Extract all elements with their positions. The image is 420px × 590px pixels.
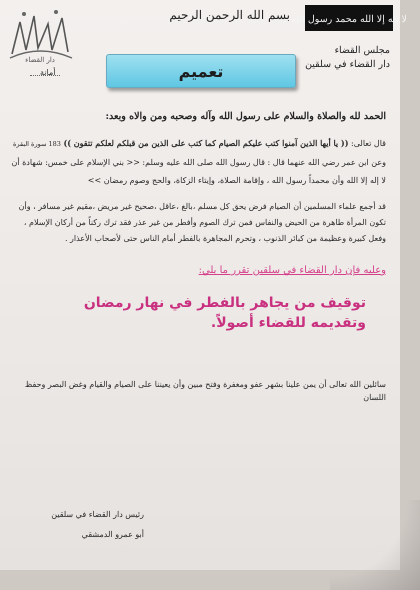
verse-citation: 183 سورة البقرة <box>12 140 61 148</box>
council-name: مجلس القضاء <box>334 45 390 56</box>
signature-block <box>24 505 144 545</box>
verse-intro: قال تعالى: <box>351 139 386 148</box>
consensus-paragraph: قد أجمع علماء المسلمين أن الصيام فرض يحق كل مسلم ،بالغ ،عاقل ،صحيح غير مريض ،مقيم غير مسافر ، وأن تكون المرأة طاهرة من الحيض والنفاس فمن ترك الصوم وأفطر من غير عذر فقد ترك ركناً من أركان الإسلام ، وفعل كبيرة وعظيمة من كبائر الذنوب ، وتحرم المجاهرة بالفطر أمام الناس حتى لأصحاب الأعذار . <box>18 202 386 243</box>
decision-text: توقيف من يجاهر بالفطر في نهار رمضان وتقديمه للقضاء أصولاً. <box>83 295 366 331</box>
document-title: تعميم <box>178 61 224 81</box>
hadith-paragraph: وعن ابن عمر رضي الله عنهما قال : قال رسول الله صلى الله عليه وسلم: << بني الإسلام على خمس: شهادة أن لا إله إلا الله وأن محمداً رسول الله ، وإقامة الصلاة، وإيتاء الزكاة، والحج وصوم رمضان >> <box>11 158 386 185</box>
logo-text: دار القضاء <box>25 56 55 64</box>
black-banner-emblem <box>291 5 407 31</box>
supplication: سائلين الله تعالى أن يمن علينا بشهر عفو ومغفرة وفتح مبين وأن يعيننا على الصيام والقيام وغض البصر وحفظ اللسان <box>24 380 386 402</box>
court-logo <box>4 4 76 64</box>
signatory-title: رئيس دار القضاء في سلقين <box>51 510 144 519</box>
quran-verse <box>8 137 386 151</box>
reference-label: أمانة <box>40 68 56 77</box>
praise-line: الحمد لله والصلاة والسلام على رسول الله وآله وصحبه ومن والاه وبعد: <box>105 111 386 122</box>
basmala: بسم الله الرحمن الرحيم <box>169 8 290 22</box>
signatory-name: أبو عمرو الدمشقي <box>81 530 144 539</box>
verse-text: (( يا أيها الذين آمنوا كتب عليكم الصيام كما كتب على الذين من قبلكم لعلكم تتقون )) <box>63 138 349 148</box>
reference-line <box>30 75 60 76</box>
court-name: دار القضاء في سلقين <box>305 59 390 70</box>
page-shadow <box>330 500 420 590</box>
decision-heading: وعليه فإن دار القضاء في سلقين تقرر ما يلي: <box>198 265 386 276</box>
title-box <box>106 54 296 88</box>
banner-text: لا إله إلا الله محمد رسول الله <box>291 14 407 25</box>
